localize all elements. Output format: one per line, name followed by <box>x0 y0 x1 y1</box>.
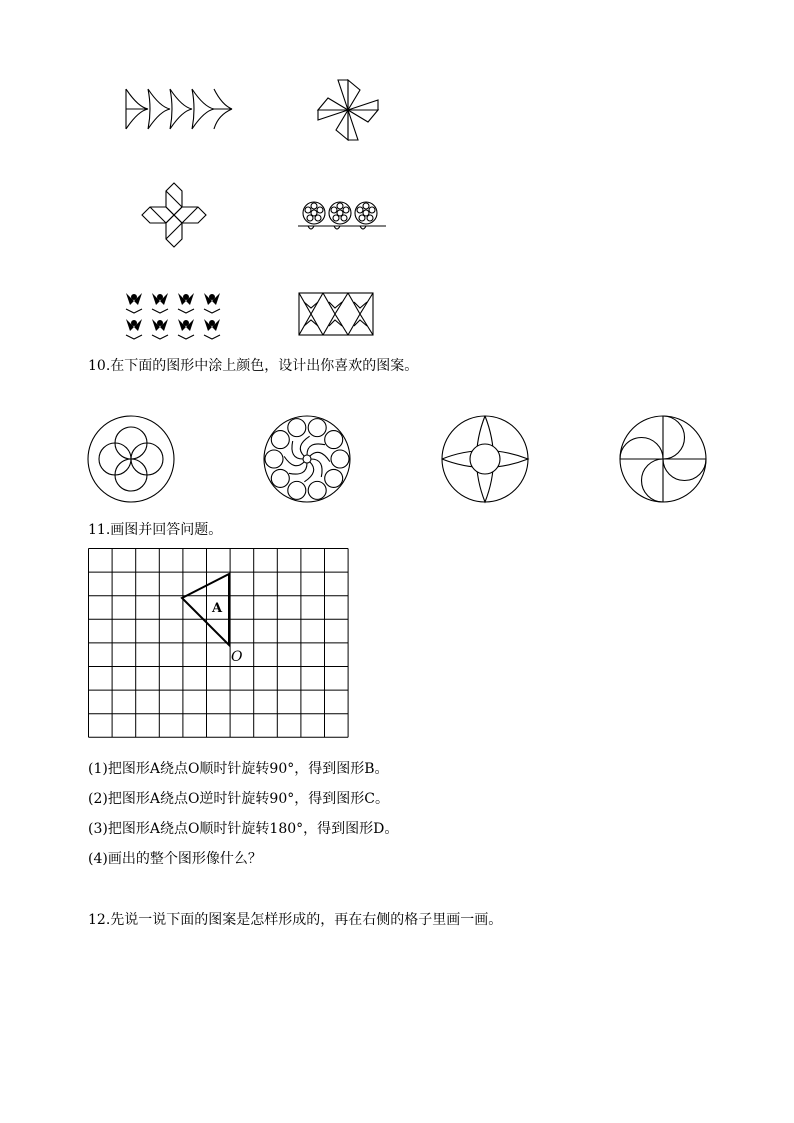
q11-subquestion-2: (2)把图形A绕点O逆时针旋转90°，得到图形C。 <box>88 791 389 807</box>
q11-subquestion-1: (1)把图形A绕点O顺时针旋转90°，得到图形B。 <box>88 761 389 777</box>
cross-rhombus-figure <box>140 181 208 249</box>
leaf-pattern-figure <box>122 289 226 339</box>
question-12-text: 12.先说一说下面的图案是怎样形成的，再在右侧的格子里画一画。 <box>88 912 503 928</box>
star-border-figure <box>298 292 374 336</box>
question-11-text: 11.画图并回答问题。 <box>88 522 223 538</box>
q11-subquestion-3: (3)把图形A绕点O顺时针旋转180°，得到图形D。 <box>88 821 399 837</box>
point-o-label: O <box>231 649 243 665</box>
circle-pattern-3[interactable] <box>440 414 530 504</box>
flower-border-figure <box>298 198 388 234</box>
drawing-grid[interactable] <box>88 548 348 739</box>
shape-a-label: A <box>212 601 223 616</box>
pinwheel-figure <box>316 78 380 142</box>
pattern-arrows-figure <box>118 85 238 135</box>
circle-pattern-2[interactable] <box>262 414 352 504</box>
circle-pattern-4[interactable] <box>618 414 708 504</box>
circle-pattern-1[interactable] <box>86 414 176 504</box>
question-10-text: 10.在下面的图形中涂上颜色，设计出你喜欢的图案。 <box>88 358 419 374</box>
q11-subquestion-4: (4)画出的整个图形像什么？ <box>88 851 262 867</box>
